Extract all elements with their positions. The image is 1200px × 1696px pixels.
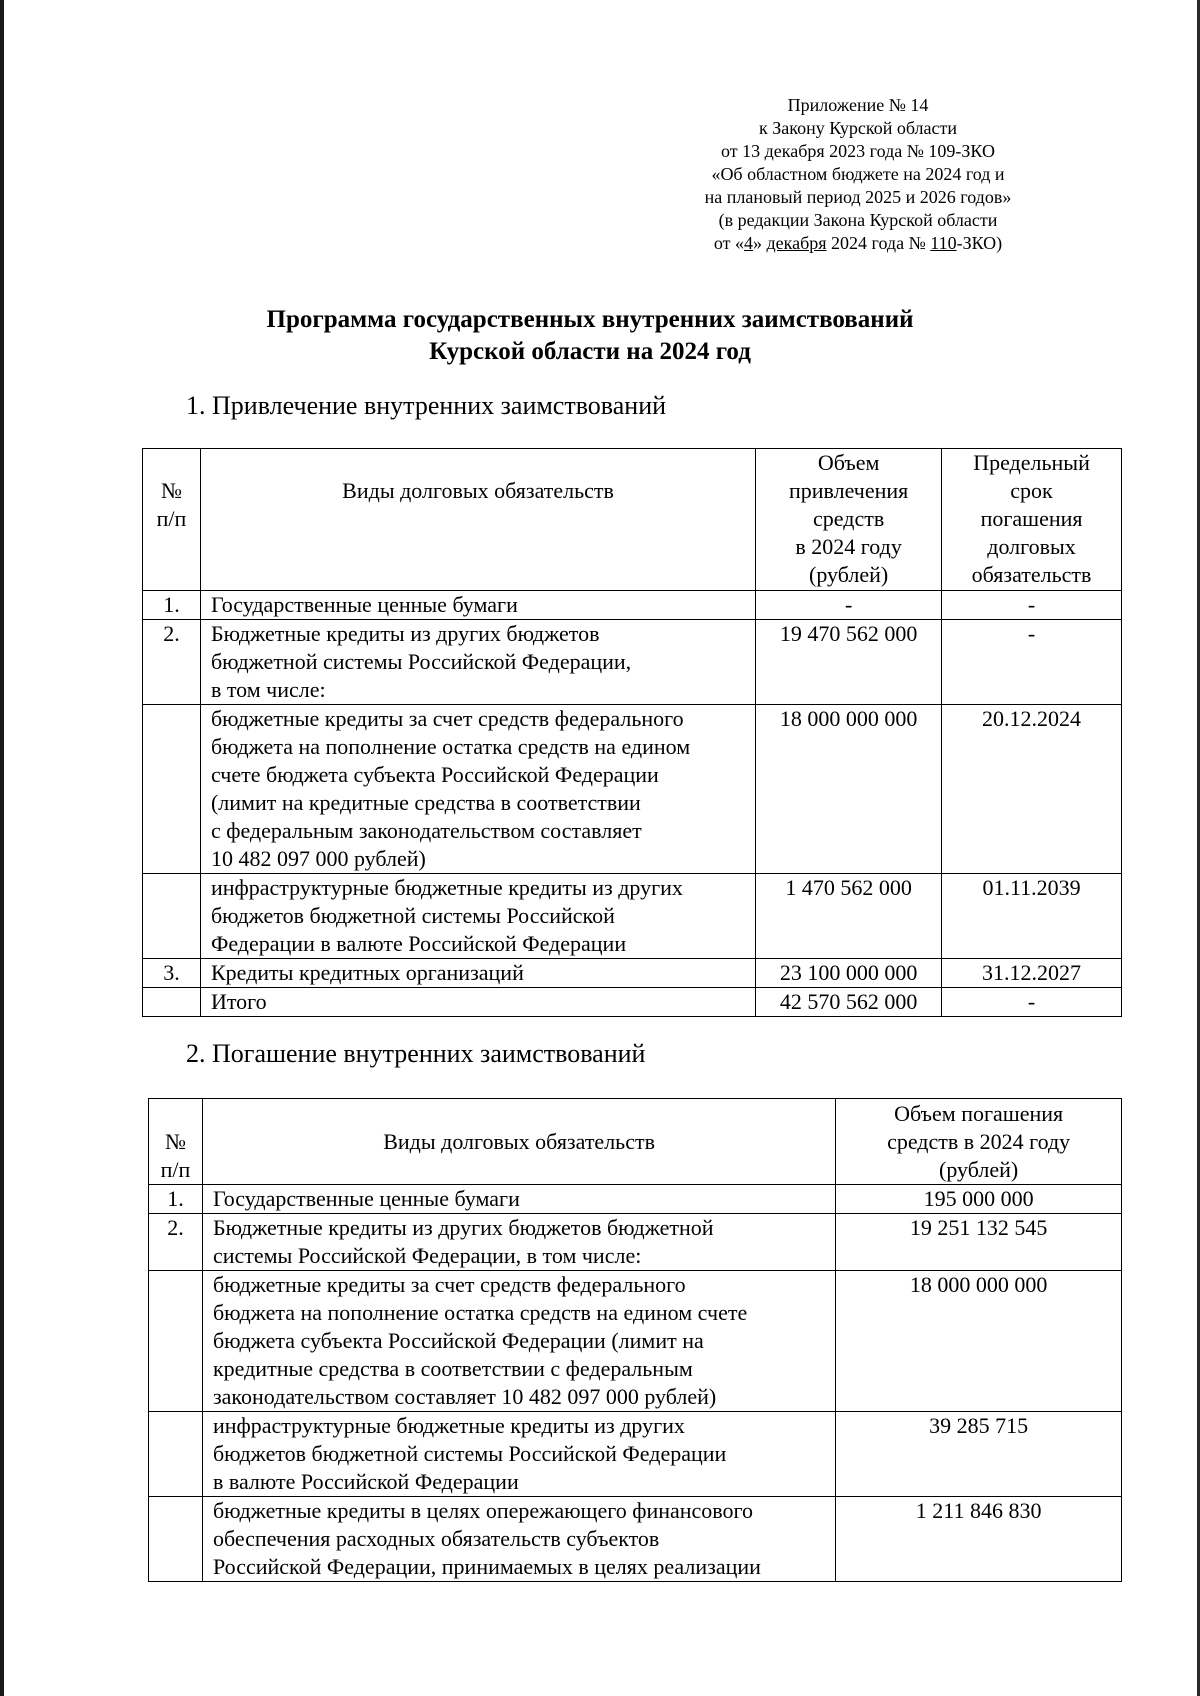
appendix-date-mid: 2024 года № [826,233,931,253]
cell-num: 3. [143,959,201,988]
section-1-heading: 1. Привлечение внутренних заимствований [186,391,667,420]
cell-num: 2. [143,620,201,705]
cell-volume: 23 100 000 000 [756,959,942,988]
appendix-line: от 13 декабря 2023 года № 109-ЗКО [721,141,995,161]
cell-type: бюджетные кредиты в целях опережающего финансового обеспечения расходных обязательств субъектов Российской Федерации, принимаемых в целях реализации [202,1497,835,1582]
cell-term: 20.12.2024 [942,705,1122,874]
header-volume: Объем погашения средств в 2024 году (рублей) [836,1099,1122,1185]
header-num: № п/п [149,1099,203,1185]
header-term: Предельный срок погашения долговых обязательств [942,449,1122,591]
cell-term: - [942,591,1122,620]
table-row [149,1412,1122,1497]
table-row [149,1214,1122,1271]
table-row [143,591,1122,620]
table-row [143,959,1122,988]
appendix-law-suffix: -ЗКО) [956,233,1003,253]
cell-num: 2. [149,1214,203,1271]
table-row [143,988,1122,1017]
cell-type: Кредиты кредитных организаций [200,959,755,988]
table-row [149,1185,1122,1214]
cell-term: - [942,620,1122,705]
cell-num [143,874,201,959]
appendix-date-day: 4 [743,233,753,253]
cell-type: бюджетные кредиты за счет средств федерального бюджета на пополнение остатка средств на едином счете бюджета субъекта Российской Федерации (лимит на кредитные средства в соответствии с федеральным законодательством составляет 10 482 097 000 рублей) [202,1271,835,1412]
cell-type: Бюджетные кредиты из других бюджетов бюджетной системы Российской Федерации, в том числе: [202,1214,835,1271]
table-row [143,874,1122,959]
cell-volume: 39 285 715 [836,1412,1122,1497]
page-title [140,304,1040,368]
cell-volume: 19 470 562 000 [756,620,942,705]
borrowings-repayment-table [148,1098,1122,1582]
cell-num [143,705,201,874]
cell-term: 01.11.2039 [942,874,1122,959]
table-row [143,620,1122,705]
cell-type: Государственные ценные бумаги [202,1185,835,1214]
appendix-line [668,232,1048,255]
appendix-line: Приложение № 14 [787,95,929,115]
cell-volume: 19 251 132 545 [836,1214,1122,1271]
appendix-reference [668,94,1048,255]
appendix-line: к Закону Курской области [759,118,957,138]
header-type: Виды долговых обязательств [202,1099,835,1185]
cell-type: Государственные ценные бумаги [200,591,755,620]
header-type: Виды долговых обязательств [200,449,755,591]
cell-num [149,1412,203,1497]
cell-term: - [942,988,1122,1017]
section-2-heading: 2. Погашение внутренних заимствований [186,1039,646,1068]
cell-volume: 18 000 000 000 [836,1271,1122,1412]
header-num: № п/п [143,449,201,591]
appendix-line: (в редакции Закона Курской области [718,210,998,230]
cell-type: инфраструктурные бюджетные кредиты из других бюджетов бюджетной системы Российской Федерации в валюте Российской Федерации [202,1412,835,1497]
borrowings-attraction-table [142,448,1122,1017]
table-row [149,1271,1122,1412]
cell-term: 31.12.2027 [942,959,1122,988]
header-volume: Объем привлечения средств в 2024 году (рублей) [756,449,942,591]
appendix-law-number: 110 [930,233,957,253]
cell-type: Бюджетные кредиты из других бюджетов бюджетной системы Российской Федерации, в том числе: [200,620,755,705]
appendix-line: на плановый период 2025 и 2026 годов» [704,187,1012,207]
title-line: Программа государственных внутренних заимствований [266,306,914,333]
appendix-date-prefix: от « [713,233,744,253]
table-row [149,1497,1122,1582]
appendix-line: «Об областном бюджете на 2024 год и [711,164,1005,184]
cell-num [149,1497,203,1582]
title-line: Курской области на 2024 год [429,338,751,365]
table-body [143,591,1122,1017]
cell-num [149,1271,203,1412]
cell-volume: 1 211 846 830 [836,1497,1122,1582]
cell-type: Итого [200,988,755,1017]
cell-volume: 1 470 562 000 [756,874,942,959]
scan-edge-left [0,0,4,1696]
appendix-date-month: декабря [766,233,827,253]
appendix-date-mid: » [752,233,767,253]
cell-volume: 18 000 000 000 [756,705,942,874]
cell-type: инфраструктурные бюджетные кредиты из других бюджетов бюджетной системы Российской Федерации в валюте Российской Федерации [200,874,755,959]
cell-volume: 42 570 562 000 [756,988,942,1017]
cell-type: бюджетные кредиты за счет средств федерального бюджета на пополнение остатка средств на едином счете бюджета субъекта Российской Федерации (лимит на кредитные средства в соответствии с федеральным законодательством составляет 10 482 097 000 рублей) [200,705,755,874]
cell-volume: 195 000 000 [836,1185,1122,1214]
table-body [149,1185,1122,1582]
table-row [143,705,1122,874]
cell-num: 1. [149,1185,203,1214]
cell-num [143,988,201,1017]
cell-num: 1. [143,591,201,620]
cell-volume: - [756,591,942,620]
